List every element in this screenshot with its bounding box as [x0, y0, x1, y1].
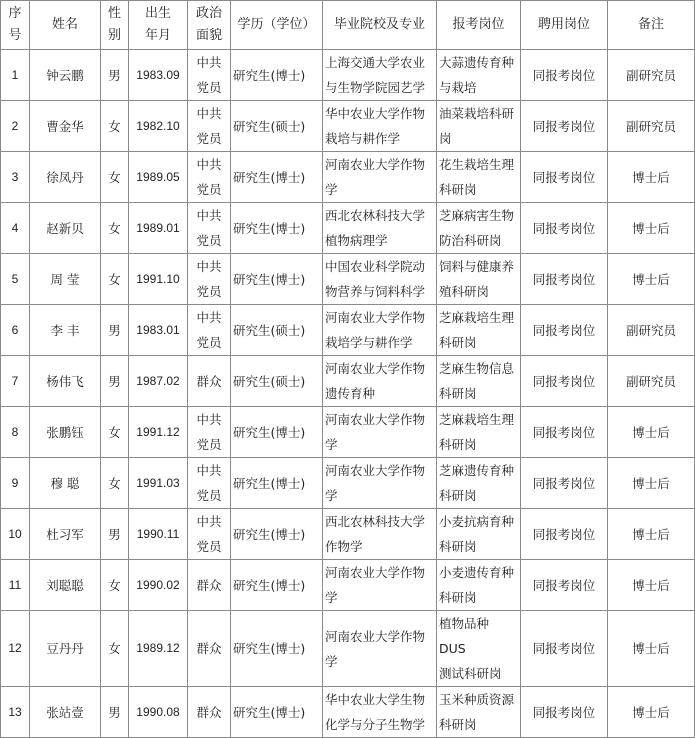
table-row [1, 407, 695, 458]
table-row [1, 152, 695, 203]
cell-seq: 12 [1, 611, 30, 687]
cell-birth: 1989.05 [129, 152, 188, 203]
table-body [1, 50, 695, 738]
cell-birth: 1982.10 [129, 101, 188, 152]
cell-hired-position: 同报考岗位 [521, 50, 608, 101]
cell-applied-position: 芝麻病害生物 防治科研岗 [437, 203, 521, 254]
cell-remark: 博士后 [608, 254, 695, 305]
cell-applied-position: 芝麻栽培生理 科研岗 [437, 407, 521, 458]
header-school: 毕业院校及专业 [323, 1, 437, 50]
cell-applied-position: 植物品种 DUS 测试科研岗 [437, 611, 521, 687]
table-row [1, 560, 695, 611]
cell-remark: 副研究员 [608, 50, 695, 101]
cell-remark: 博士后 [608, 611, 695, 687]
cell-hired-position: 同报考岗位 [521, 152, 608, 203]
cell-school: 河南农业大学作物 学 [323, 407, 437, 458]
table-row [1, 458, 695, 509]
cell-school: 河南农业大学作物 遗传育种 [323, 356, 437, 407]
cell-degree: 研究生(博士) [231, 50, 323, 101]
cell-name: 李 丰 [30, 305, 101, 356]
table-row [1, 101, 695, 152]
header-remark: 备注 [608, 1, 695, 50]
cell-seq: 10 [1, 509, 30, 560]
cell-seq: 3 [1, 152, 30, 203]
cell-school: 西北农林科技大学 作物学 [323, 509, 437, 560]
cell-name: 杨伟飞 [30, 356, 101, 407]
cell-applied-position: 花生栽培生理 科研岗 [437, 152, 521, 203]
cell-name: 张鹏钰 [30, 407, 101, 458]
cell-hired-position: 同报考岗位 [521, 407, 608, 458]
cell-political: 中共 党员 [188, 152, 231, 203]
cell-applied-position: 芝麻生物信息 科研岗 [437, 356, 521, 407]
table-row [1, 254, 695, 305]
table-row [1, 687, 695, 738]
cell-gender: 男 [101, 356, 129, 407]
cell-birth: 1983.09 [129, 50, 188, 101]
cell-gender: 女 [101, 458, 129, 509]
cell-name: 周 莹 [30, 254, 101, 305]
cell-gender: 男 [101, 305, 129, 356]
cell-school: 中国农业科学院动 物营养与饲料科学 [323, 254, 437, 305]
table-row [1, 509, 695, 560]
cell-school: 华中农业大学作物 栽培与耕作学 [323, 101, 437, 152]
cell-gender: 男 [101, 687, 129, 738]
header-seq: 序 号 [1, 1, 30, 50]
cell-school: 河南农业大学作物 栽培学与耕作学 [323, 305, 437, 356]
table-row [1, 50, 695, 101]
table-row [1, 305, 695, 356]
cell-hired-position: 同报考岗位 [521, 203, 608, 254]
cell-remark: 博士后 [608, 407, 695, 458]
cell-birth: 1991.10 [129, 254, 188, 305]
cell-gender: 女 [101, 407, 129, 458]
cell-remark: 博士后 [608, 560, 695, 611]
header-gender: 性 别 [101, 1, 129, 50]
cell-school: 华中农业大学生物 化学与分子生物学 [323, 687, 437, 738]
cell-applied-position: 芝麻栽培生理 科研岗 [437, 305, 521, 356]
cell-gender: 男 [101, 50, 129, 101]
cell-gender: 女 [101, 101, 129, 152]
table-row [1, 611, 695, 687]
cell-political: 中共 党员 [188, 203, 231, 254]
cell-seq: 2 [1, 101, 30, 152]
cell-degree: 研究生(硕士) [231, 101, 323, 152]
cell-political: 中共 党员 [188, 101, 231, 152]
cell-political: 群众 [188, 611, 231, 687]
cell-applied-position: 油菜栽培科研 岗 [437, 101, 521, 152]
cell-political: 中共 党员 [188, 305, 231, 356]
cell-school: 河南农业大学作物 学 [323, 560, 437, 611]
cell-seq: 6 [1, 305, 30, 356]
cell-degree: 研究生(博士) [231, 203, 323, 254]
cell-birth: 1991.03 [129, 458, 188, 509]
cell-school: 西北农林科技大学 植物病理学 [323, 203, 437, 254]
cell-political: 中共 党员 [188, 458, 231, 509]
cell-applied-position: 大蒜遗传育种 与栽培 [437, 50, 521, 101]
cell-hired-position: 同报考岗位 [521, 560, 608, 611]
cell-seq: 13 [1, 687, 30, 738]
cell-remark: 副研究员 [608, 101, 695, 152]
cell-gender: 女 [101, 152, 129, 203]
cell-applied-position: 芝麻遗传育种 科研岗 [437, 458, 521, 509]
cell-remark: 博士后 [608, 687, 695, 738]
cell-hired-position: 同报考岗位 [521, 509, 608, 560]
cell-applied-position: 饲料与健康养 殖科研岗 [437, 254, 521, 305]
table-row [1, 203, 695, 254]
cell-name: 曹金华 [30, 101, 101, 152]
cell-political: 群众 [188, 356, 231, 407]
cell-birth: 1990.02 [129, 560, 188, 611]
cell-seq: 11 [1, 560, 30, 611]
cell-applied-position: 小麦遗传育种 科研岗 [437, 560, 521, 611]
cell-degree: 研究生(博士) [231, 458, 323, 509]
header-hired-position: 聘用岗位 [521, 1, 608, 50]
cell-degree: 研究生(博士) [231, 611, 323, 687]
cell-remark: 博士后 [608, 152, 695, 203]
cell-birth: 1990.08 [129, 687, 188, 738]
cell-political: 中共 党员 [188, 254, 231, 305]
cell-degree: 研究生(博士) [231, 407, 323, 458]
cell-degree: 研究生(博士) [231, 152, 323, 203]
cell-political: 中共 党员 [188, 407, 231, 458]
cell-political: 群众 [188, 687, 231, 738]
cell-birth: 1989.12 [129, 611, 188, 687]
header-applied-position: 报考岗位 [437, 1, 521, 50]
cell-name: 豆丹丹 [30, 611, 101, 687]
cell-school: 河南农业大学作物 学 [323, 611, 437, 687]
cell-birth: 1983.01 [129, 305, 188, 356]
cell-name: 钟云鹏 [30, 50, 101, 101]
cell-seq: 8 [1, 407, 30, 458]
cell-name: 张站壹 [30, 687, 101, 738]
header-political: 政治 面貌 [188, 1, 231, 50]
cell-hired-position: 同报考岗位 [521, 254, 608, 305]
table-row [1, 356, 695, 407]
cell-seq: 9 [1, 458, 30, 509]
cell-degree: 研究生(博士) [231, 254, 323, 305]
cell-name: 徐凤丹 [30, 152, 101, 203]
cell-school: 上海交通大学农业 与生物学院园艺学 [323, 50, 437, 101]
cell-birth: 1990.11 [129, 509, 188, 560]
cell-applied-position: 小麦抗病育种 科研岗 [437, 509, 521, 560]
cell-gender: 女 [101, 254, 129, 305]
cell-school: 河南农业大学作物 学 [323, 458, 437, 509]
cell-degree: 研究生(博士) [231, 687, 323, 738]
header-birth: 出生 年月 [129, 1, 188, 50]
cell-name: 穆 聪 [30, 458, 101, 509]
cell-degree: 研究生(硕士) [231, 305, 323, 356]
cell-birth: 1989.01 [129, 203, 188, 254]
cell-hired-position: 同报考岗位 [521, 356, 608, 407]
header-degree: 学历（学位） [231, 1, 323, 50]
cell-birth: 1991.12 [129, 407, 188, 458]
cell-hired-position: 同报考岗位 [521, 305, 608, 356]
cell-political: 中共 党员 [188, 50, 231, 101]
cell-seq: 4 [1, 203, 30, 254]
cell-applied-position: 玉米种质资源 科研岗 [437, 687, 521, 738]
cell-hired-position: 同报考岗位 [521, 611, 608, 687]
cell-seq: 7 [1, 356, 30, 407]
cell-seq: 1 [1, 50, 30, 101]
cell-seq: 5 [1, 254, 30, 305]
cell-political: 群众 [188, 560, 231, 611]
cell-degree: 研究生(博士) [231, 560, 323, 611]
cell-remark: 博士后 [608, 509, 695, 560]
cell-political: 中共 党员 [188, 509, 231, 560]
cell-gender: 女 [101, 203, 129, 254]
cell-name: 杜习军 [30, 509, 101, 560]
cell-gender: 女 [101, 560, 129, 611]
cell-birth: 1987.02 [129, 356, 188, 407]
cell-gender: 女 [101, 611, 129, 687]
cell-remark: 博士后 [608, 458, 695, 509]
cell-remark: 博士后 [608, 203, 695, 254]
cell-remark: 副研究员 [608, 305, 695, 356]
cell-hired-position: 同报考岗位 [521, 458, 608, 509]
cell-name: 刘聪聪 [30, 560, 101, 611]
cell-school: 河南农业大学作物 学 [323, 152, 437, 203]
cell-degree: 研究生(硕士) [231, 356, 323, 407]
cell-remark: 副研究员 [608, 356, 695, 407]
cell-hired-position: 同报考岗位 [521, 101, 608, 152]
cell-degree: 研究生(博士) [231, 509, 323, 560]
cell-hired-position: 同报考岗位 [521, 687, 608, 738]
cell-gender: 男 [101, 509, 129, 560]
header-name: 姓名 [30, 1, 101, 50]
table-header-row [1, 1, 695, 50]
cell-name: 赵新贝 [30, 203, 101, 254]
